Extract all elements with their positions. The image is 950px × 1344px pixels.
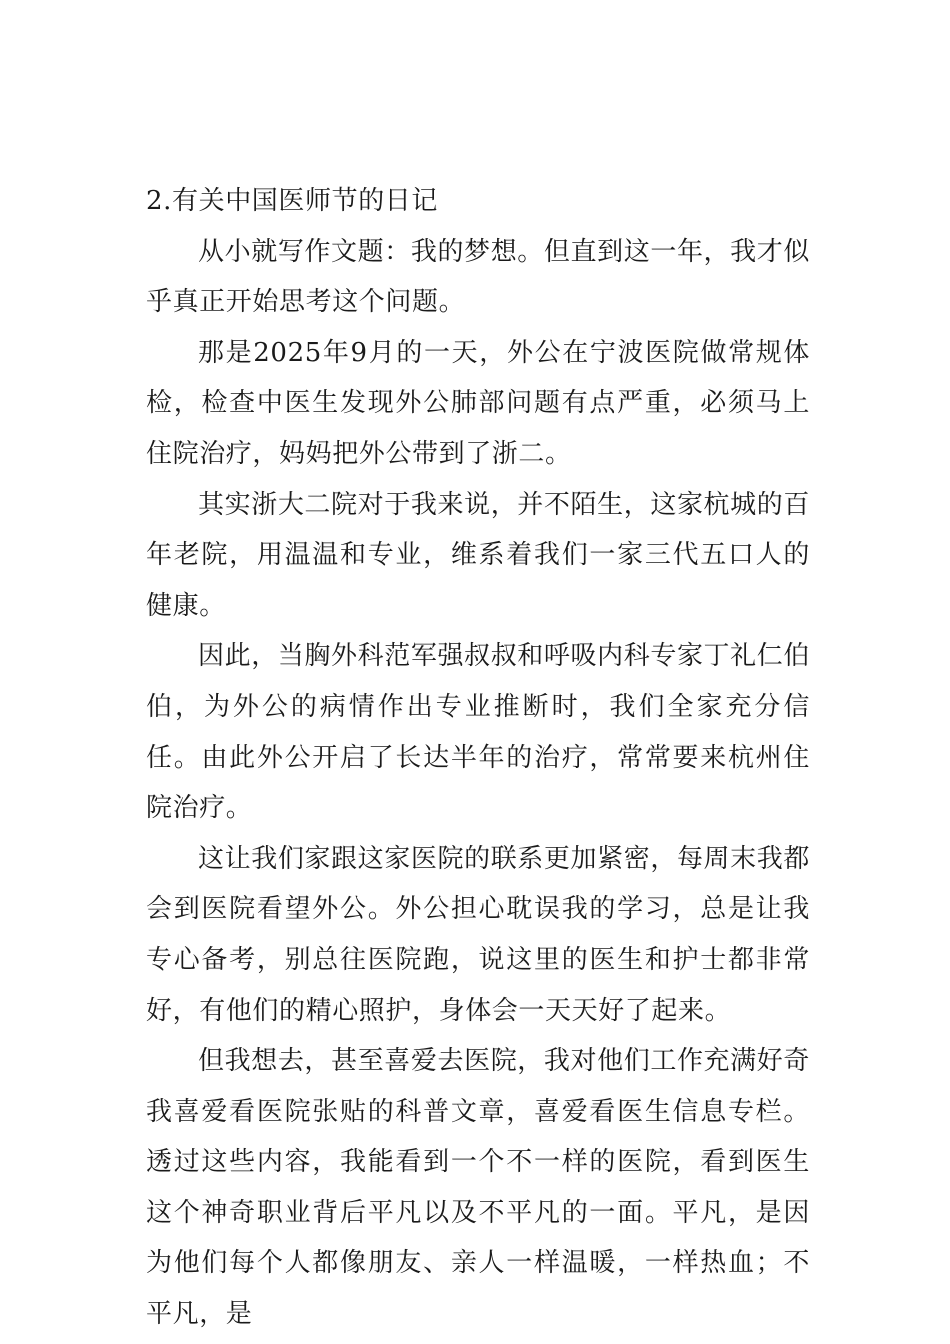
paragraph-2: 那是2025年9月的一天，外公在宁波医院做常规体检，检查中医生发现外公肺部问题有点严重，必须马上住院治疗，妈妈把外公带到了浙二。: [146, 337, 810, 469]
paragraph-6: 但我想去，甚至喜爱去医院，我对他们工作充满好奇我喜爱看医院张贴的科普文章，喜爱看医生信息专栏。透过这些内容，我能看到一个不一样的医院，看到医生这个神奇职业背后平凡以及不平凡的一面。平凡，是因为他们每个人都像朋友、亲人一样温暖，一样热血；不平凡，是: [146, 1046, 810, 1330]
paragraph-4: 因此，当胸外科范军强叔叔和呼吸内科专家丁礼仁伯伯，为外公的病情作出专业推断时，我们全家充分信任。由此外公开启了长达半年的治疗，常常要来杭州住院治疗。: [146, 641, 810, 824]
paragraph-1: 从小就写作文题：我的梦想。但直到这一年，我才似乎真正开始思考这个问题。: [146, 236, 810, 318]
document-body: [146, 176, 810, 1340]
paragraph-5: 这让我们家跟这家医院的联系更加紧密，每周末我都会到医院看望外公。外公担心耽误我的学习，总是让我专心备考，别总往医院跑，说这里的医生和护士都非常好，有他们的精心照护，身体会一天天好了起来。: [146, 843, 810, 1026]
paragraph-3: 其实浙大二院对于我来说，并不陌生，这家杭城的百年老院，用温温和专业，维系着我们一家三代五口人的健康。: [146, 489, 810, 621]
section-heading: 2.有关中国医师节的日记: [146, 186, 439, 216]
